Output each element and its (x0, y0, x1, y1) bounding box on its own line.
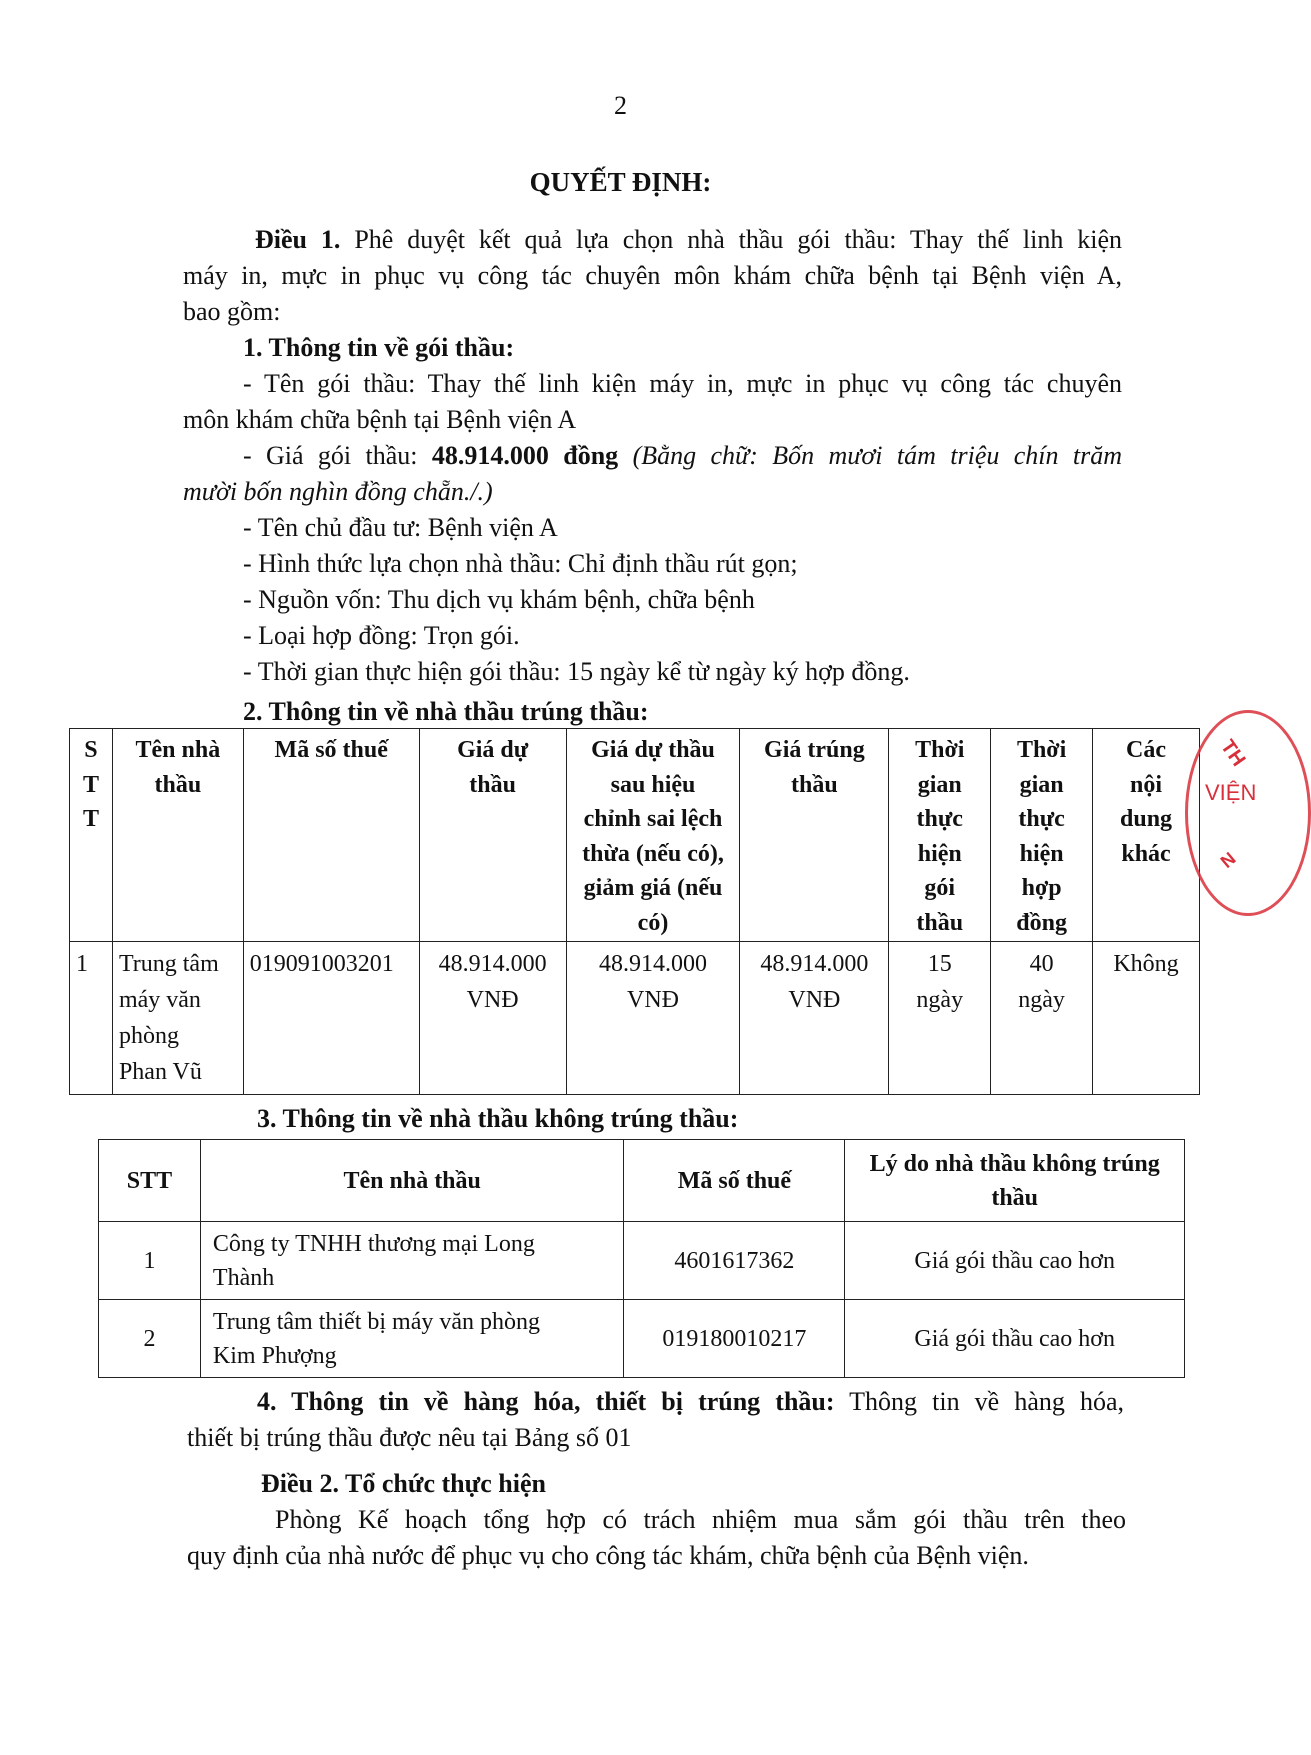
section1-heading: 1. Thông tin về gói thầu: (243, 333, 515, 362)
cell-stt: 1 (70, 942, 113, 1095)
red-seal-stamp (1185, 710, 1311, 916)
dieu1-label: Điều 1. (255, 225, 341, 254)
ten-goi-thau-line1: - Tên gói thầu: Thay thế linh kiện máy in, mực in phục vụ công tác chuyên (243, 369, 1122, 398)
chu-dau-tu: - Tên chủ đầu tư: Bệnh viện A (243, 513, 558, 542)
cell-tg-goi-thau: 15 ngày (889, 942, 991, 1095)
header-gia-du-thau: Giá dự thầu (419, 729, 566, 942)
header-tg-goi-thau: Thời gian thực hiện gói thầu (889, 729, 991, 942)
cell-ma-so-thue: 019091003201 (243, 942, 419, 1095)
table-row (70, 942, 1200, 1095)
table-row (99, 1300, 1185, 1378)
header-ma-so-thue: Mã số thuế (624, 1140, 845, 1222)
ten-goi-thau-line2: môn khám chữa bệnh tại Bệnh viện A (183, 405, 577, 434)
section4-line1 (257, 1384, 1124, 1420)
gia-bang-chu-1: (Bằng chữ: Bốn mươi tám triệu chín trăm (632, 441, 1122, 470)
header-ma-so-thue: Mã số thuế (243, 729, 419, 942)
cell-gia-du-thau: 48.914.000 VNĐ (419, 942, 566, 1095)
cell-noi-dung-khac: Không (1093, 942, 1200, 1095)
cell-gia-sau-hieu-chinh: 48.914.000 VNĐ (566, 942, 740, 1095)
section4-text: Thông tin về hàng hóa, (834, 1387, 1125, 1416)
nguon-von: - Nguồn vốn: Thu dịch vụ khám bệnh, chữa bệnh (243, 585, 755, 614)
dieu1-line2: máy in, mực in phục vụ công tác chuyên môn khám chữa bệnh tại Bệnh viện A, (183, 261, 1122, 290)
cell-ly-do: Giá gói thầu cao hơn (845, 1300, 1185, 1378)
gia-goi-thau-value: 48.914.000 đồng (431, 441, 619, 470)
page-number: 2 (614, 91, 627, 120)
header-stt: STT (99, 1140, 201, 1222)
thoi-gian-thuc-hien: - Thời gian thực hiện gói thầu: 15 ngày kể từ ngày ký hợp đồng. (243, 657, 910, 686)
cell-ten-nha-thau: Trung tâm thiết bị máy văn phòng Kim Phượng (200, 1300, 624, 1378)
header-tg-hop-dong: Thời gian thực hiện hợp đồng (991, 729, 1093, 942)
table-header-row (99, 1140, 1185, 1222)
hinh-thuc-lua-chon: - Hình thức lựa chọn nhà thầu: Chỉ định thầu rút gọn; (243, 549, 798, 578)
header-gia-trung-thau: Giá trúng thầu (740, 729, 889, 942)
stamp-text-mid: VIỆN (1205, 780, 1257, 805)
header-ten-nha-thau: Tên nhà thầu (112, 729, 243, 942)
header-noi-dung-khac: Các nội dung khác (1093, 729, 1200, 942)
header-ten-nha-thau: Tên nhà thầu (200, 1140, 624, 1222)
dieu1-text: Phê duyệt kết quả lựa chọn nhà thầu gói thầu: Thay thế linh kiện (354, 225, 1122, 254)
table-row (99, 1222, 1185, 1300)
cell-gia-trung-thau: 48.914.000 VNĐ (740, 942, 889, 1095)
dieu1-line3: bao gồm: (183, 297, 281, 326)
table-header-row (70, 729, 1200, 942)
cell-stt: 2 (99, 1300, 201, 1378)
losing-contractor-table (98, 1139, 1185, 1378)
stamp-text-bottom: N (1216, 848, 1240, 872)
loai-hop-dong: - Loại hợp đồng: Trọn gói. (243, 621, 520, 650)
cell-stt: 1 (99, 1222, 201, 1300)
dieu2-line1: Phòng Kế hoạch tổng hợp có trách nhiệm mua sắm gói thầu trên theo (275, 1505, 1126, 1534)
dieu2-line2: quy định của nhà nước để phục vụ cho công tác khám, chữa bệnh của Bệnh viện. (187, 1541, 1029, 1570)
page-title: QUYẾT ĐỊNH: (529, 167, 712, 197)
section4-heading: 4. Thông tin về hàng hóa, thiết bị trúng thầu: (257, 1387, 835, 1416)
header-ly-do: Lý do nhà thầu không trúng thầu (845, 1140, 1185, 1222)
cell-ma-so-thue: 019180010217 (624, 1300, 845, 1378)
gia-bang-chu-2: mười bốn nghìn đồng chẵn./.) (183, 477, 493, 506)
dieu1-line1 (255, 222, 1122, 258)
cell-ma-so-thue: 4601617362 (624, 1222, 845, 1300)
section2-heading: 2. Thông tin về nhà thầu trúng thầu: (243, 697, 649, 726)
gia-goi-thau-label: - Giá gói thầu: (243, 441, 432, 470)
header-stt: S T T (70, 729, 113, 942)
cell-tg-hop-dong: 40 ngày (991, 942, 1093, 1095)
section3-heading: 3. Thông tin về nhà thầu không trúng thầu: (257, 1104, 739, 1133)
winning-contractor-table (69, 728, 1200, 1095)
section4-line2: thiết bị trúng thầu được nêu tại Bảng số 01 (187, 1423, 632, 1452)
gia-goi-thau-line1 (243, 438, 1122, 474)
cell-ly-do: Giá gói thầu cao hơn (845, 1222, 1185, 1300)
cell-ten-nha-thau: Trung tâm máy văn phòng Phan Vũ (112, 942, 243, 1095)
cell-ten-nha-thau: Công ty TNHH thương mại Long Thành (200, 1222, 624, 1300)
dieu2-heading: Điều 2. Tổ chức thực hiện (261, 1469, 546, 1498)
header-gia-sau-hieu-chinh: Giá dự thầu sau hiệu chỉnh sai lệch thừa (nếu có), giảm giá (nếu có) (566, 729, 740, 942)
stamp-text-top: TH (1216, 735, 1250, 771)
